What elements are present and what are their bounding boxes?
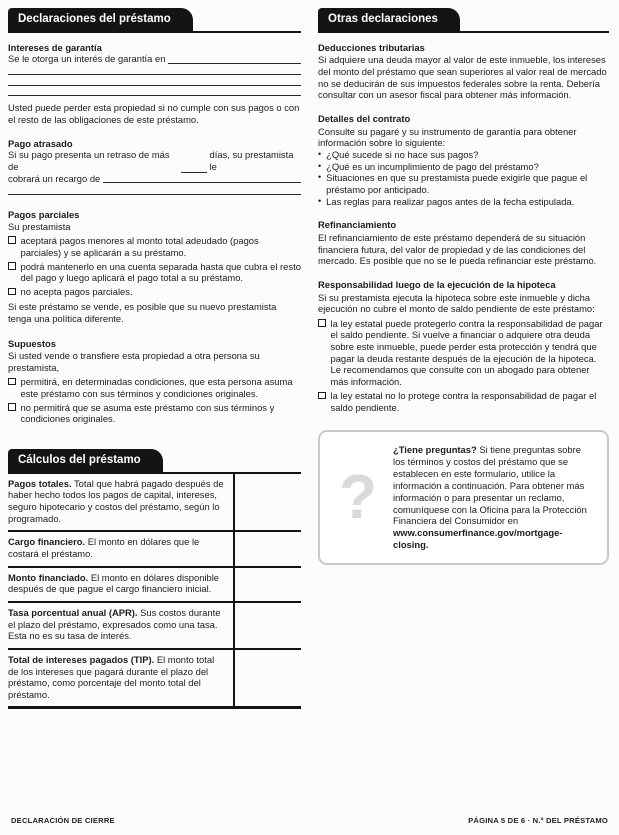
loan-disclosures-column xyxy=(8,8,301,709)
calc-desc-text: El monto en dólares que le costará el préstamo. xyxy=(8,536,200,559)
late-payment-heading: Pago atrasado xyxy=(8,137,73,149)
assumption-option-allow xyxy=(8,376,301,399)
checkbox[interactable] xyxy=(8,403,16,411)
foreclosure-liability-intro: Si su prestamista ejecuta la hipoteca sobre este inmueble y dicha ejecución no cubre el monto de saldo pendiente de este préstamo: xyxy=(318,291,595,315)
calc-term: Tasa porcentual anual (APR). xyxy=(8,606,138,618)
bullet-icon: • xyxy=(318,160,322,171)
list-item xyxy=(318,161,609,173)
partial-option-hold xyxy=(8,261,301,284)
list-item xyxy=(318,196,609,208)
table-row xyxy=(8,650,301,707)
checkbox[interactable] xyxy=(318,319,326,327)
blank-line[interactable] xyxy=(8,86,301,97)
refinance-heading: Refinanciamiento xyxy=(318,219,397,231)
calc-value-cell[interactable] xyxy=(233,650,301,707)
checkbox[interactable] xyxy=(8,262,16,270)
checkbox[interactable] xyxy=(8,236,16,244)
tax-deductions-text: Si adquiere una deuda mayor al valor de este inmueble, los intereses del monto del préstamo que sean superiores al valor real de mercado no se deducirán de sus impuestos federales sobre la renta. Debería consultar con un asesor fiscal para obtener más información. xyxy=(318,54,607,101)
security-interest-blank-field[interactable] xyxy=(168,63,301,64)
section-header-loan-disclosures xyxy=(8,8,301,33)
calc-row-description xyxy=(8,603,233,648)
checkbox[interactable] xyxy=(8,378,16,386)
calc-term: Cargo financiero. xyxy=(8,536,86,548)
section-header-loan-calculations xyxy=(8,449,301,474)
contract-details-intro: Consulte su pagaré y su instrumento de garantía para obtener información sobre lo siguiente: xyxy=(318,125,577,149)
page-footer xyxy=(11,816,608,825)
liability-option-label: la ley estatal puede protegerlo contra la responsabilidad de pagar el saldo pendiente. Si vuelve a financiar o adquiere otra deuda sobre este inmueble, puede perder esta protección y tendrá que pagar la deuda restante después de la ejecución de la hipoteca. Le recomendamos que consulte con un abogado para obtener más información. xyxy=(330,317,603,387)
bullet-icon: • xyxy=(318,172,322,183)
calc-row-description xyxy=(8,532,233,565)
cfpb-url-link[interactable]: www.consumerfinance.gov/mortgage-closing. xyxy=(393,527,563,551)
questions-lead: ¿Tiene preguntas? xyxy=(393,444,477,456)
liability-option-protected xyxy=(318,318,609,388)
contract-bullet-text: Situaciones en que su prestamista puede exigirle que pague el préstamo por anticipado. xyxy=(326,172,588,195)
footer-document-title: DECLARACIÓN DE CIERRE xyxy=(11,816,115,825)
partial-option-none xyxy=(8,286,301,298)
partial-payments-intro: Su prestamista xyxy=(8,220,71,232)
assumption-option-label: permitirá, en determinadas condiciones, que esta persona asuma este préstamo con sus términos y condiciones originales. xyxy=(20,376,293,399)
calc-term: Total de intereses pagados (TIP). xyxy=(8,653,155,665)
security-interest-line xyxy=(8,53,301,65)
table-row xyxy=(8,474,301,533)
late-fee-blank-field[interactable] xyxy=(103,182,301,183)
checkbox[interactable] xyxy=(8,288,16,296)
bullet-icon: • xyxy=(318,195,322,206)
list-item xyxy=(318,149,609,161)
section-tab-label: Cálculos del préstamo xyxy=(8,449,163,472)
contract-details-heading: Detalles del contrato xyxy=(318,112,411,124)
blank-line[interactable] xyxy=(8,65,301,76)
blank-line[interactable] xyxy=(8,75,301,86)
calc-value-cell[interactable] xyxy=(233,603,301,648)
calc-value-cell[interactable] xyxy=(233,568,301,601)
calc-value-cell[interactable] xyxy=(233,532,301,565)
late-payment-text-3: cobrará un recargo de xyxy=(8,172,101,184)
assumption-option-label: no permitirá que se asuma este préstamo con sus términos y condiciones originales. xyxy=(20,401,275,425)
liability-option-not-protected xyxy=(318,390,609,413)
calc-term: Monto financiado. xyxy=(8,571,89,583)
calc-term: Pagos totales. xyxy=(8,477,72,489)
question-mark-icon: ? xyxy=(339,462,377,532)
questions-body: Si tiene preguntas sobre los términos y costos del préstamo que se establecen en este formulario, utilice la información a continuación. Para obtener más información o para presentar un reclamo, comuníquese con la Oficina para la Protección Financiera del Consumidor en xyxy=(393,444,587,527)
liability-option-label: la ley estatal no lo protege contra la responsabilidad de pagar el saldo pendiente. xyxy=(330,390,597,413)
assumption-option-deny xyxy=(8,402,301,425)
table-row xyxy=(8,603,301,650)
section-tab-label: Otras declaraciones xyxy=(318,8,460,31)
security-warning-text: Usted puede perder esta propiedad si no cumple con sus pagos o con el resto de las obligaciones de este préstamo. xyxy=(8,102,300,126)
calc-row-description xyxy=(8,650,233,707)
partial-option-label: no acepta pagos parciales. xyxy=(20,286,133,298)
partial-option-label: aceptará pagos menores al monto total adeudado (pagos parciales) y se aplicarán a su préstamo. xyxy=(20,234,259,258)
contract-bullet-text: ¿Qué sucede si no hace sus pagos? xyxy=(326,148,479,160)
security-interest-heading: Intereses de garantía xyxy=(8,41,102,53)
assumptions-intro: Si usted vende o transfiere esta propiedad a otra persona su prestamista, xyxy=(8,350,260,373)
table-row xyxy=(8,568,301,603)
assumptions-heading: Supuestos xyxy=(8,338,56,350)
calc-value-cell[interactable] xyxy=(233,474,301,531)
late-payment-line2 xyxy=(8,173,301,185)
bullet-icon: • xyxy=(318,148,322,159)
partial-payments-heading: Pagos parciales xyxy=(8,208,80,220)
questions-text xyxy=(393,444,593,551)
late-payment-line1 xyxy=(8,149,301,172)
late-payment-text-1: Si su pago presenta un retraso de más de xyxy=(8,149,170,173)
section-header-other-disclosures xyxy=(318,8,609,33)
footer-page-number: PÁGINA 5 DE 6 · N.º DEL PRÉSTAMO xyxy=(468,816,608,825)
loan-calculations-table xyxy=(8,474,301,710)
questions-callout-box xyxy=(318,430,609,565)
calc-desc-text: Sus costos durante el plazo del préstamo, expresados como una tasa. Esta no es su tasa de interés. xyxy=(8,606,221,642)
late-payment-text-2: días, su prestamista le xyxy=(209,149,294,173)
security-interest-text: Se le otorga un interés de garantía en xyxy=(8,53,166,65)
list-item xyxy=(318,172,609,195)
calc-desc-text: El monto total de los intereses que pagará durante el plazo del préstamo, como porcentaje del monto total del préstamo. xyxy=(8,653,215,700)
calc-row-description xyxy=(8,474,233,531)
tax-deductions-heading: Deducciones tributarias xyxy=(318,41,425,53)
late-days-blank-field[interactable] xyxy=(181,164,206,173)
partial-payments-note: Si este préstamo se vende, es posible que su nuevo prestamista tenga una política diferente. xyxy=(8,301,277,324)
other-disclosures-column xyxy=(318,8,609,565)
calc-desc-text: El monto en dólares disponible después de que pague el cargo financiero inicial. xyxy=(8,571,220,595)
refinance-text: El refinanciamiento de este préstamo dependerá de su situación financiera futura, del valor de propiedad y de las condiciones del mercado. Es posible que no se le pueda refinanciar este préstamo. xyxy=(318,232,597,267)
foreclosure-liability-heading: Responsabilidad luego de la ejecución de la hipoteca xyxy=(318,279,556,291)
blank-line[interactable] xyxy=(8,184,301,195)
table-row xyxy=(8,532,301,567)
checkbox[interactable] xyxy=(318,392,326,400)
contract-bullet-text: Las reglas para realizar pagos antes de la fecha estipulada. xyxy=(326,195,575,207)
calc-row-description xyxy=(8,568,233,601)
partial-option-accept xyxy=(8,235,301,258)
calc-desc-text: Total que habrá pagado después de haber hecho todos los pagos de capital, intereses, seguro hipotecario y costos del préstamo, según lo programado. xyxy=(8,477,224,524)
contract-bullet-text: ¿Qué es un incumplimiento de pago del préstamo? xyxy=(326,160,539,172)
partial-option-label: podrá mantenerlo en una cuenta separada hasta que cubra el resto del pago y luego aplicará el pago total a su préstamo. xyxy=(20,260,301,284)
section-tab-label: Declaraciones del préstamo xyxy=(8,8,193,31)
